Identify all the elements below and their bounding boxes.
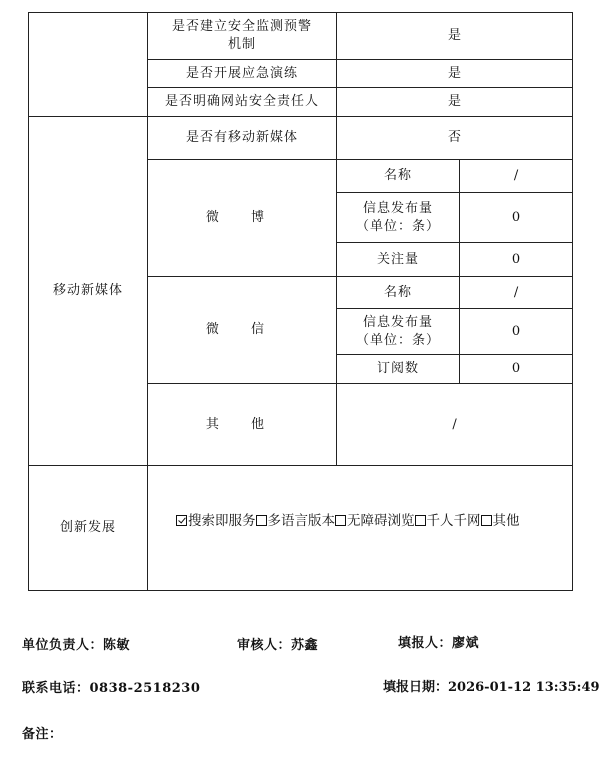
filler: 填报人：廖斌 <box>398 636 480 651</box>
option-multilingual[interactable] <box>256 513 336 529</box>
weixin-subs-value: 0 <box>460 355 573 384</box>
weibo-name-label: 名称 <box>337 160 460 193</box>
weibo-label: 微 博 <box>148 160 337 277</box>
other-media-label: 其 他 <box>148 384 337 466</box>
other-media-value: / <box>337 384 573 466</box>
weibo-posts-value: 0 <box>460 193 573 243</box>
has-mobile-media-label: 是否有移动新媒体 <box>148 117 337 160</box>
checkbox-icon[interactable] <box>256 515 267 526</box>
option-label: 搜索即服务 <box>188 513 256 529</box>
option-personalized[interactable] <box>415 513 481 529</box>
blank-section-cell <box>29 13 148 117</box>
emergency-drill-label: 是否开展应急演练 <box>148 60 337 88</box>
has-mobile-media-value: 否 <box>337 117 573 160</box>
checked-box-icon[interactable] <box>176 515 187 526</box>
option-other[interactable] <box>481 513 520 529</box>
checkbox-icon[interactable] <box>415 515 426 526</box>
option-search-service[interactable] <box>176 513 256 529</box>
report-table <box>28 12 573 591</box>
weibo-posts-title: 信息发布量 <box>362 200 433 216</box>
option-label: 其他 <box>492 513 520 529</box>
weibo-posts-label <box>337 193 460 243</box>
weixin-posts-title: 信息发布量 <box>362 314 433 330</box>
fill-date: 填报日期：2026-01-12 13:35:49 <box>383 680 600 695</box>
weixin-name-label: 名称 <box>337 277 460 309</box>
unit-head: 单位负责人：陈敏 <box>22 638 131 653</box>
weixin-posts-unit: （单位：条） <box>355 332 440 348</box>
option-label: 多语言版本 <box>267 513 335 529</box>
contact-phone: 联系电话：0838-2518230 <box>22 681 201 696</box>
checkbox-icon[interactable] <box>335 515 346 526</box>
innovation-options <box>148 466 573 591</box>
weibo-name-value: / <box>460 160 573 193</box>
security-responsible-value: 是 <box>337 88 573 117</box>
monitoring-warning-value: 是 <box>337 13 573 60</box>
weixin-posts-label <box>337 309 460 355</box>
remark: 备注： <box>22 727 63 742</box>
security-responsible-label: 是否明确网站安全责任人 <box>148 88 337 117</box>
monitoring-warning-label: 是否建立安全监测预警机制 <box>148 13 337 60</box>
option-label: 千人千网 <box>426 513 481 529</box>
checkbox-icon[interactable] <box>481 515 492 526</box>
weibo-followers-label: 关注量 <box>337 243 460 277</box>
weibo-posts-unit: （单位：条） <box>355 218 440 234</box>
option-accessibility[interactable] <box>335 513 415 529</box>
weixin-subs-label: 订阅数 <box>337 355 460 384</box>
innovation-label: 创新发展 <box>29 466 148 591</box>
weixin-name-value: / <box>460 277 573 309</box>
option-label: 无障碍浏览 <box>347 513 415 529</box>
weixin-posts-value: 0 <box>460 309 573 355</box>
weibo-followers-value: 0 <box>460 243 573 277</box>
emergency-drill-value: 是 <box>337 60 573 88</box>
weixin-label: 微 信 <box>148 277 337 384</box>
mobile-media-section-label: 移动新媒体 <box>29 117 148 466</box>
reviewer: 审核人：苏鑫 <box>237 638 319 653</box>
